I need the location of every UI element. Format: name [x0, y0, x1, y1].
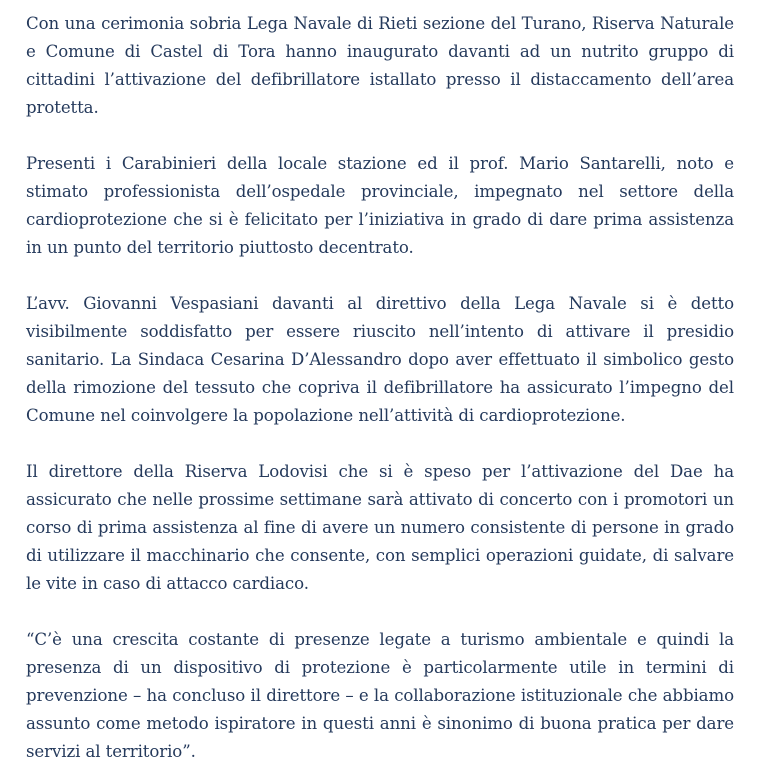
article-paragraph: L’avv. Giovanni Vespasiani davanti al direttivo della Lega Navale si è detto visibilmente soddisfatto per essere riuscito nell’intento di attivare il presidio sanitario. La Sindaca Cesarina D’Alessandro dopo aver effettuato il simbolico gesto della rimozione del tessuto che copriva il defibrillatore ha assicurato l’impegno del Comune nel coinvolgere la popolazione nell’attività di cardioprotezione. [26, 294, 734, 425]
article-paragraph: Il direttore della Riserva Lodovisi che si è speso per l’attivazione del Dae ha assicurato che nelle prossime settimane sarà attivato di concerto con i promotori un corso di prima assistenza al fine di avere un numero consistente di persone in grado di utilizzare il macchinario che consente, con semplici operazioni guidate, di salvare le vite in caso di attacco cardiaco. [26, 462, 734, 593]
article-paragraph: “C’è una crescita costante di presenze legate a turismo ambientale e quindi la presenza di un dispositivo di protezione è particolarmente utile in termini di prevenzione – ha concluso il direttore – e la collaborazione istituzionale che abbiamo assunto come metodo ispiratore in questi anni è sinonimo di buona pratica per dare servizi al territorio”. [26, 630, 734, 761]
article-paragraph: Presenti i Carabinieri della locale stazione ed il prof. Mario Santarelli, noto e stimato professionista dell’ospedale provinciale, impegnato nel settore della cardioprotezione che si è felicitato per l’iniziativa in grado di dare prima assistenza in un punto del territorio piuttosto decentrato. [26, 154, 734, 257]
article-body [26, 10, 734, 766]
article-paragraph: Con una cerimonia sobria Lega Navale di Rieti sezione del Turano, Riserva Naturale e Comune di Castel di Tora hanno inaugurato davanti ad un nutrito gruppo di cittadini l’attivazione del defibrillatore istallato presso il distaccamento dell’area protetta. [26, 14, 734, 117]
